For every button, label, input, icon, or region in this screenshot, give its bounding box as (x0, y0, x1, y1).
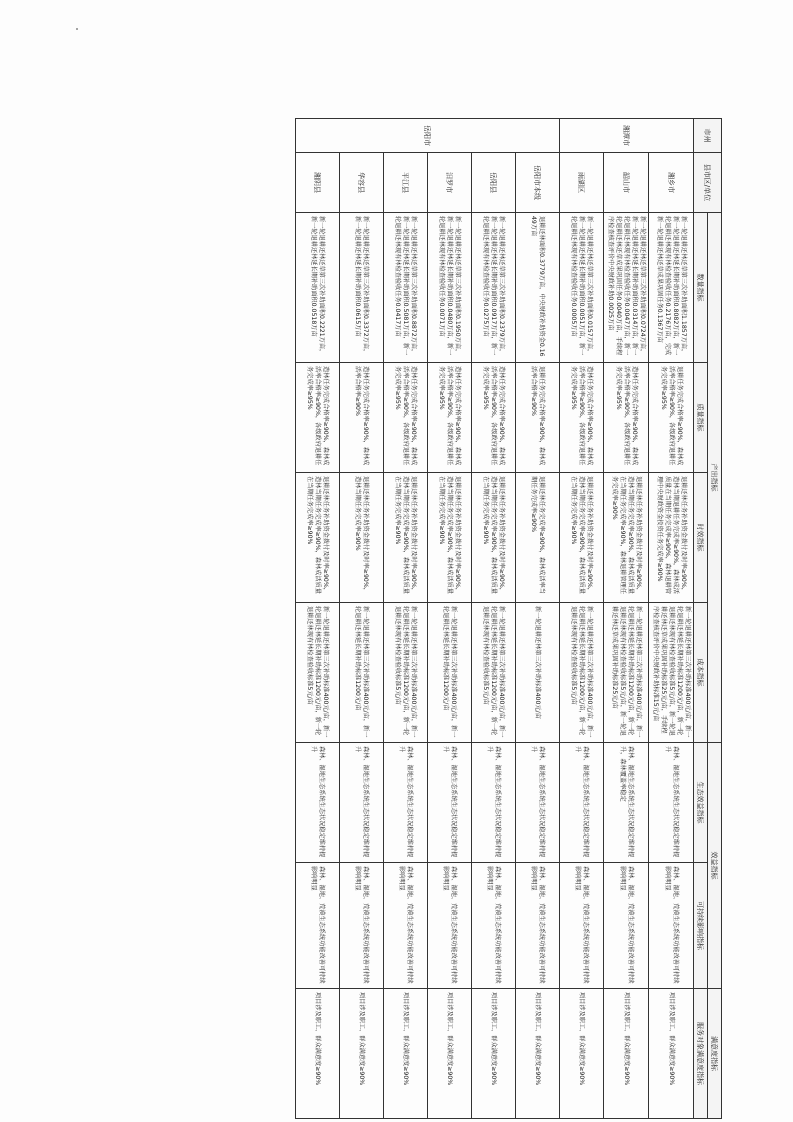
quantity-cell: 新一轮退耕还林还草第三次补助面积0.2221万亩，新一轮退耕还林延长期补助面积0.0518万亩 (296, 213, 340, 363)
table-row (428, 119, 472, 1119)
eco-cell: 森林、湿地生态系统生态状况稳定维持提升 (340, 743, 384, 863)
cost-cell: 新一轮退耕还林第三次补助标准400元/亩 (516, 603, 560, 743)
performance-table (295, 118, 722, 1119)
header-quantity: 数量指标 (694, 213, 708, 363)
cost-cell: 新一轮退耕还林第三次补助标准400元/亩，新一轮退耕还林延长期补助标准1200元/亩，新一轮退耕还林现有林检查验收标准5元/亩 (472, 603, 516, 743)
service-cell: 项目涉及职工、群众满意度≥90% (296, 989, 340, 1119)
time-cell: 退耕还林任务补助资金拨付及时率≥90%，造林当期任务完成率≥90%，森林成活质量在当期任务完成率≥90% (384, 473, 428, 603)
city-cell: 岳阳市 (296, 119, 560, 153)
cost-cell: 新一轮退耕还林第三次补助标准400元/亩，新一轮退耕还林延长期补助标准1200元/亩 (340, 603, 384, 743)
time-cell: 退耕还林任务补助资金拨付及时率≥90%，造林当期任务完成率≥90%，森林成活质量在当期任务完成率≥90%，森林退耕管理任务完成率≥90% (604, 473, 649, 603)
table-row (384, 119, 428, 1119)
eco-cell: 森林、湿地生态系统生态状况稳定维持提升 (384, 743, 428, 863)
table-row (340, 119, 384, 1119)
cost-cell: 新一轮退耕还林第三次补助标准400元/亩，新一轮退耕还林延长期补助标准1200元/亩，新一轮退耕还林现有林检查验收标准5元/亩，新一轮退耕还林还草成果巩固补助标准25元/亩 (604, 603, 649, 743)
sustain-cell: 森林、湿地、荒漠生态系统功能改善可持续影响明显 (604, 863, 649, 989)
table-row (296, 119, 340, 1119)
header-satisfaction-group: 满意度指标 (708, 989, 722, 1119)
cost-cell: 新一轮退耕还林第三次补助标准400元/亩，新一轮退耕还林延长期补助标准1200元/亩，新一轮退耕还林现有林检查验收标准5元/亩 (296, 603, 340, 743)
header-eco: 生态效益指标 (694, 743, 708, 863)
service-cell: 项目涉及职工、群众满意度≥90% (604, 989, 649, 1119)
scan-speck (76, 28, 78, 30)
quality-cell: 造林任务完成合格率≥90%，森林成活率合格率≥90%，各级政府退耕任务完成率≥95% (560, 363, 604, 473)
table-row (516, 119, 560, 1119)
quality-cell: 退耕任务完成合格率≥90%，森林成活率合格率≥90% (516, 363, 560, 473)
quantity-cell: 新一轮退耕还林还草第三次补助面积0.1950万亩，新一轮退耕还林延长期补助面积0.0480万亩，新一轮退耕还林现有林检查验收任务0.0071万亩 (428, 213, 472, 363)
time-cell: 退耕还林任务补助资金拨付及时率≥90%，造林当期退耕任务完成率≥90%，森林成活质量在当期任务完成率≥90%，森林退耕管理中央财政资金投资任务完成率≥90% (649, 473, 694, 603)
county-cell: 湘阴县 (296, 153, 340, 213)
quantity-cell: 新一轮退耕还林还草第三次补助面积0.8872万亩，新一轮退耕还林延长期补助面积0.5081万亩，新一轮退耕还林现有林检查验收任务0.0417万亩 (384, 213, 428, 363)
header-city: 市州 (694, 119, 722, 153)
time-cell: 退耕还林任务补助资金拨付及时率≥90%，造林当期任务完成率≥90%，森林成活质量在当期任务完成率≥90% (296, 473, 340, 603)
county-cell: 平江县 (384, 153, 428, 213)
header-time: 时效指标 (694, 473, 708, 603)
quantity-cell: 新一轮退耕还林还草第三次补助面积0.0724万亩，新一轮退耕还林延长期补助面积0.0314万亩，新一轮退耕还林现有林检查验收任务0.0047万亩，新一轮退耕还林还草成果巩固任务0.0040万亩，手续程序检查核查评价中央财政补助0.0025万亩 (604, 213, 649, 363)
sustain-cell: 森林、湿地、荒漠生态系统功能改善可持续影响明显 (384, 863, 428, 989)
quality-cell: 造林任务完成合格率≥90%，森林成活率合格率≥90%，各级政府退耕任务完成率≥95% (428, 363, 472, 473)
eco-cell: 森林、湿地生态系统生态状况稳定维持提升 (428, 743, 472, 863)
quantity-cell: 新一轮退耕还林还草第三次补助面积1.1857万亩，新一轮退耕还林延长期补助面积0.8082万亩，新一轮退耕还林现有林检查验收任务0.2176万亩，完成新一轮退耕还林还草成果巩固任务0.1367万亩 (649, 213, 694, 363)
header-cost: 成本指标 (694, 603, 708, 743)
quality-cell: 造林任务完成合格率≥90%，森林成活率合格率≥90%，各级政府退耕任务完成率≥95% (296, 363, 340, 473)
time-cell: 退耕还林任务补助资金拨付及时率≥90%，造林当期任务完成率≥90%，森林成活质量在当期任务完成率≥90% (472, 473, 516, 603)
cost-cell: 新一轮退耕还林第三次补助标准400元/亩，新一轮退耕还林延长期补助标准1200元/亩，新一轮退耕还林现有林检查验收标准5元/亩 (560, 603, 604, 743)
service-cell: 项目涉及职工、群众满意度≥90% (560, 989, 604, 1119)
sustain-cell: 森林、湿地、荒漠生态系统功能改善可持续影响明显 (428, 863, 472, 989)
header-sustain: 可持续影响指标 (694, 863, 708, 989)
cost-cell: 新一轮退耕还林第三次补助标准400元/亩，新一轮退耕还林延长期补助标准1200元/亩 (428, 603, 472, 743)
county-cell: 湘乡市 (649, 153, 694, 213)
quantity-cell: 退耕还林面积0.3779万亩，中央财政补助资金0.1649万亩 (516, 213, 560, 363)
sustain-cell: 森林、湿地、荒漠生态系统功能改善可持续影响明显 (516, 863, 560, 989)
table-row (472, 119, 516, 1119)
header-effect-group: 效益指标 (708, 743, 722, 989)
quantity-cell: 新一轮退耕还林还草第三次补助面积0.3372万亩，新一轮退耕还林延长期补助面积0.0615万亩 (340, 213, 384, 363)
time-cell: 退耕还林任务补助资金拨付及时率≥90%，造林当期任务完成率≥90%，森林成活质量在当期任务完成率≥90% (428, 473, 472, 603)
header-output-group: 产出指标 (708, 213, 722, 743)
service-cell: 项目涉及职工、群众满意度≥90% (472, 989, 516, 1119)
county-cell: 韶山市 (604, 153, 649, 213)
county-cell: 雨湖区 (560, 153, 604, 213)
quantity-cell: 新一轮退耕还林还草第三次补助面积0.0157万亩，新一轮退耕还林延长期补助面积0.0051万亩，新一轮退耕还林现有林检查验收任务0.0005万亩 (560, 213, 604, 363)
table-row (649, 119, 694, 1119)
county-cell: 华容县 (340, 153, 384, 213)
eco-cell: 森林、湿地生态系统生态状况稳定维持提升 (649, 743, 694, 863)
quality-cell: 造林任务完成合格率≥90%，森林成活率合格率≥90%，各级政府退耕任务完成率≥95% (472, 363, 516, 473)
sustain-cell: 森林、湿地、荒漠生态系统功能改善可持续影响明显 (340, 863, 384, 989)
city-cell: 湘潭市 (560, 119, 694, 153)
eco-cell: 森林、湿地生态系统生态状况稳定维持提升 (296, 743, 340, 863)
eco-cell: 森林、湿地生态系统生态状况稳定维持提升 (516, 743, 560, 863)
header-county: 县市区/单位 (694, 153, 722, 213)
cost-cell: 新一轮退耕还林第三次补助标准400元/亩，新一轮退耕还林延长期补助标准1200元/亩，新一轮退耕还林现有林检查验收标准5元/亩，新一轮退耕还林还草成果巩固补助标准25元/亩，手续程序检查核查评价中央财政补助标准15元/亩 (649, 603, 694, 743)
table-row (604, 119, 649, 1119)
sustain-cell: 森林、湿地、荒漠生态系统功能改善可持续影响明显 (560, 863, 604, 989)
sustain-cell: 森林、湿地、荒漠生态系统功能改善可持续影响明显 (296, 863, 340, 989)
service-cell: 项目涉及职工、群众满意度≥90% (428, 989, 472, 1119)
service-cell: 项目涉及职工、群众满意度≥90% (516, 989, 560, 1119)
time-cell: 退耕还林任务完成率≥90%，森林成活率当期任务完成率≥90% (516, 473, 560, 603)
quality-cell: 退耕任务完成合格率≥90%，森林成活率合格率≥90%，各级政府退耕任务完成率≥95% (649, 363, 694, 473)
sustain-cell: 森林、湿地、荒漠生态系统功能改善可持续影响明显 (649, 863, 694, 989)
service-cell: 项目涉及职工、群众满意度≥90% (340, 989, 384, 1119)
county-cell: 岳阳县 (472, 153, 516, 213)
cost-cell: 新一轮退耕还林第三次补助标准400元/亩，新一轮退耕还林延长期补助标准1200元/亩，新一轮退耕还林现有林检查验收标准5元/亩 (384, 603, 428, 743)
rotated-document (72, 118, 722, 1118)
eco-cell: 森林、湿地生态系统生态状况稳定维持提升，森林覆盖率稳定 (604, 743, 649, 863)
eco-cell: 森林、湿地生态系统生态状况稳定维持提升 (560, 743, 604, 863)
time-cell: 退耕还林任务补助资金拨付及时率≥90%，造林当期任务完成率≥90% (340, 473, 384, 603)
table-row (560, 119, 604, 1119)
quality-cell: 造林任务完成合格率≥90%，森林成活率合格率≥90%，各级政府退耕任务完成率≥95% (604, 363, 649, 473)
sustain-cell: 森林、湿地、荒漠生态系统功能改善可持续影响明显 (472, 863, 516, 989)
eco-cell: 森林、湿地生态系统生态状况稳定维持提升 (472, 743, 516, 863)
service-cell: 项目涉及职工、群众满意度≥90% (649, 989, 694, 1119)
header-service: 服务对象满意度指标 (694, 989, 708, 1119)
county-cell: 岳阳市本级 (516, 153, 560, 213)
quality-cell: 造林任务完成合格率≥90%，森林成活率合格率≥90% (340, 363, 384, 473)
header-quality: 质量指标 (694, 363, 708, 473)
time-cell: 退耕还林任务补助资金拨付及时率≥90%，造林当期任务完成率≥90%，森林成活质量在当期任务完成率≥90% (560, 473, 604, 603)
quality-cell: 造林任务完成合格率≥90%，森林成活率合格率≥90%，各级政府退耕任务完成率≥95% (384, 363, 428, 473)
county-cell: 汨罗市 (428, 153, 472, 213)
service-cell: 项目涉及职工、群众满意度≥90% (384, 989, 428, 1119)
quantity-cell: 新一轮退耕还林还草第三次补助面积0.2379万亩，新一轮退耕还林延长期补助面积0.0917万亩，新一轮退耕还林现有林检查验收任务0.0275万亩 (472, 213, 516, 363)
